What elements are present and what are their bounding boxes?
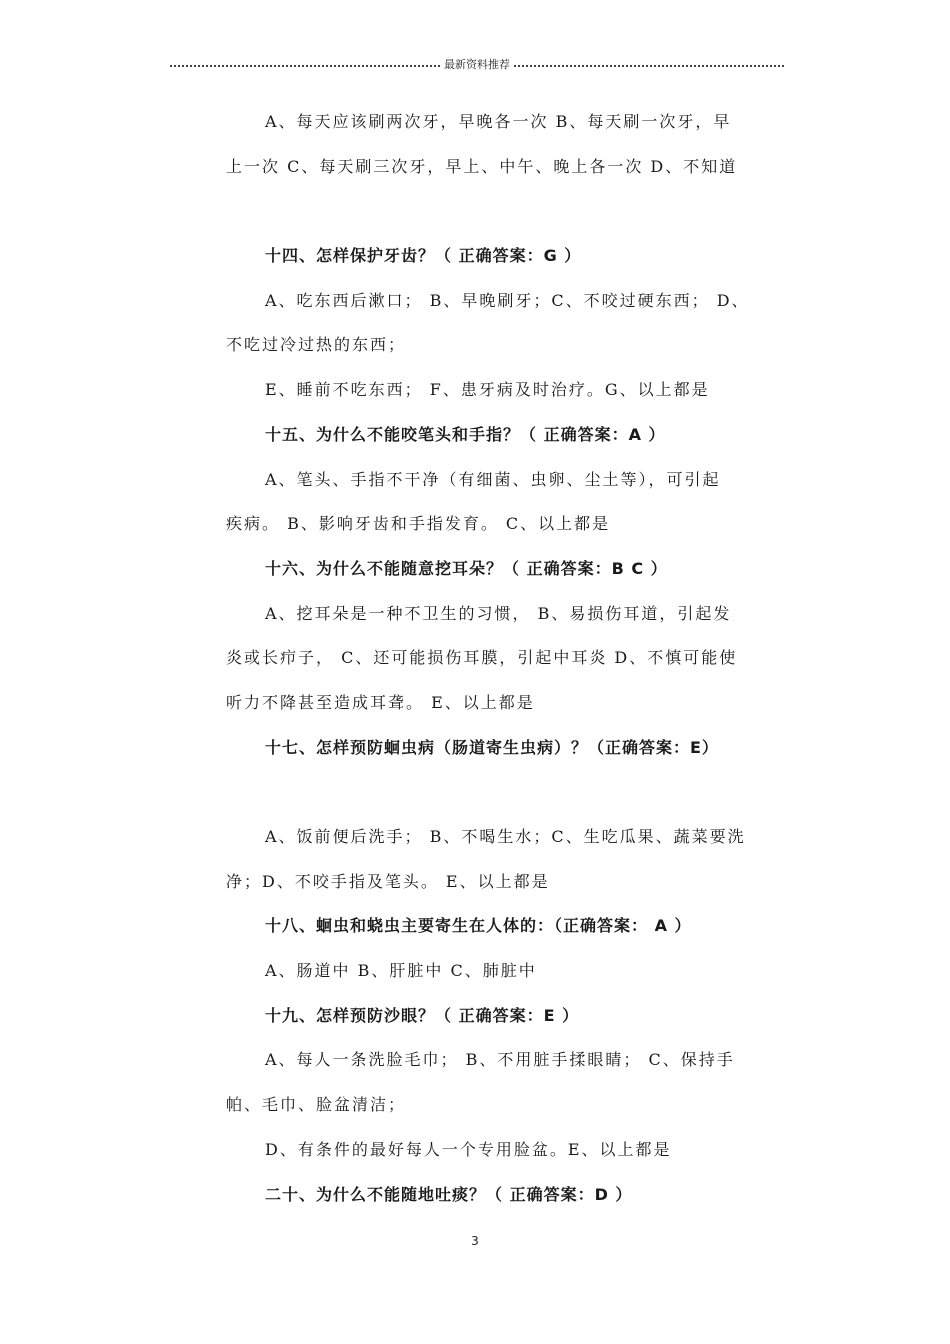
answer-line: 净；D、不咬手指及笔头。 E、以上都是 <box>226 871 550 891</box>
answer-line: A、饭前便后洗手； B、不喝生水；C、生吃瓜果、蔬菜要洗 <box>265 827 746 846</box>
question-heading-19: 十九、怎样预防沙眼？（ 正确答案：E ） <box>265 1005 580 1025</box>
question-heading-15: 十五、为什么不能咬笔头和手指？（ 正确答案：A ） <box>265 424 666 444</box>
question-heading-20: 二十、为什么不能随地吐痰？（ 正确答案：D ） <box>265 1184 633 1204</box>
question-heading-14: 十四、怎样保护牙齿？（ 正确答案：G ） <box>265 246 582 266</box>
answer-line: A、每人一条洗脸毛巾； B、不用脏手揉眼睛； C、保持手 <box>265 1050 735 1070</box>
page-header <box>170 56 784 76</box>
answer-line: 听力不降甚至造成耳聋。 E、以上都是 <box>226 692 535 712</box>
answer-line: D、有条件的最好每人一个专用脸盆。E、以上都是 <box>265 1139 672 1159</box>
blank-line <box>226 770 766 815</box>
question-heading-18: 十八、蛔虫和蛲虫主要寄生在人体的：（正确答案： A ） <box>265 916 692 936</box>
answer-line: A、吃东西后漱口； B、早晚刷牙；C、不咬过硬东西； D、 <box>265 290 750 310</box>
header-text: 最新资料推荐 <box>440 56 514 74</box>
answer-line: 上一次 C、每天刷三次牙，早上、中午、晚上各一次 D、不知道 <box>226 156 738 176</box>
answer-line: A、挖耳朵是一种不卫生的习惯， B、易损伤耳道，引起发 <box>265 603 732 623</box>
blank-line <box>226 189 766 234</box>
answer-line: E、睡前不吃东西； F、患牙病及时治疗。G、以上都是 <box>265 380 710 400</box>
question-heading-16: 十六、为什么不能随意挖耳朵？（ 正确答案：B C ） <box>265 558 668 578</box>
answer-line: A、每天应该刷两次牙，早晚各一次 B、每天刷一次牙，早 <box>265 112 732 131</box>
answer-line: 不吃过冷过热的东西； <box>226 335 407 355</box>
document-body <box>226 100 766 1217</box>
answer-line: 帕、毛巾、脸盆清洁； <box>226 1095 407 1115</box>
answer-line: 炎或长疖子， C、还可能损伤耳膜，引起中耳炎 D、不慎可能使 <box>226 648 738 668</box>
answer-line: A、肠道中 B、肝脏中 C、肺脏中 <box>265 961 537 981</box>
page-number: 3 <box>471 1234 479 1248</box>
answer-line: 疾病。 B、影响牙齿和手指发育。 C、以上都是 <box>226 514 611 534</box>
question-heading-17: 十七、怎样预防蛔虫病（肠道寄生虫病）？（正确答案：E） <box>265 737 719 757</box>
answer-line: A、笔头、手指不干净（有细菌、虫卵、尘土等），可引起 <box>265 469 721 489</box>
